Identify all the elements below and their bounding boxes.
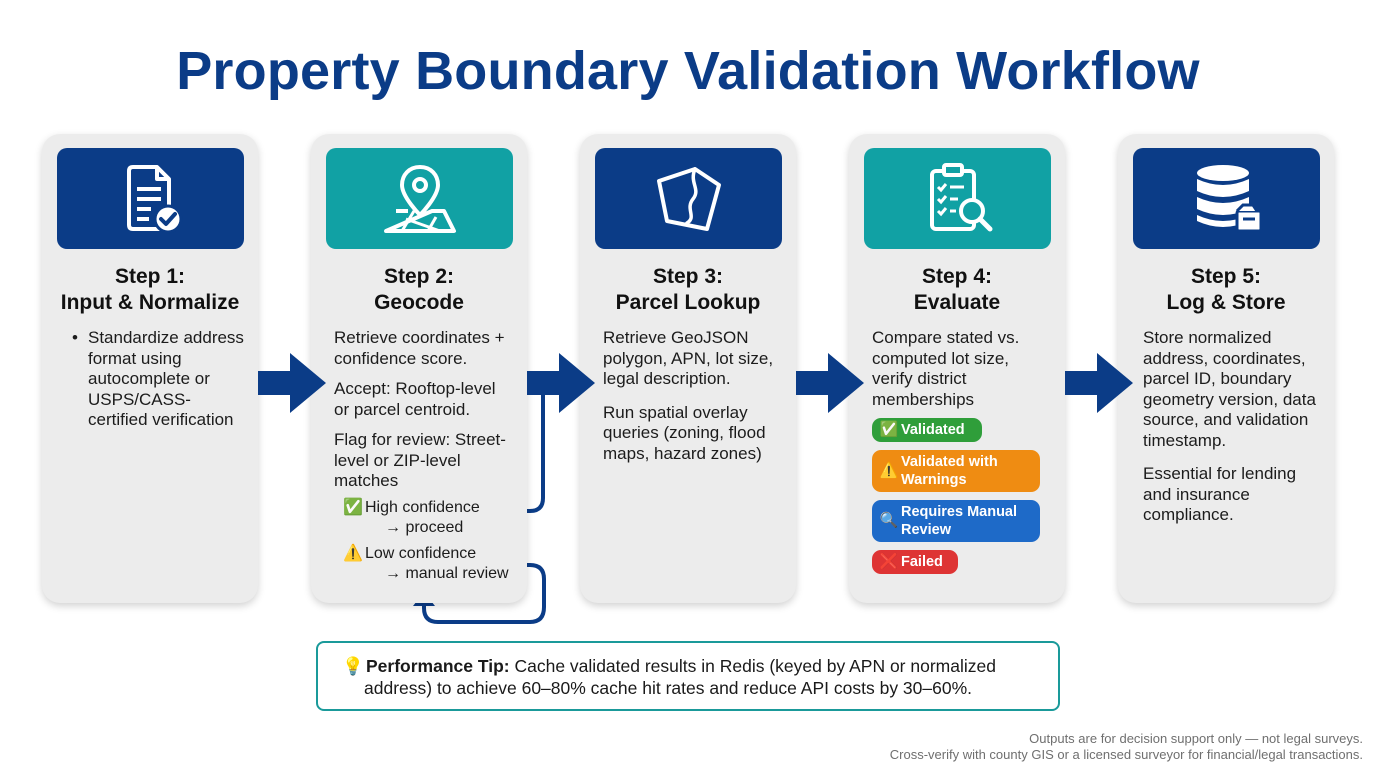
step-3-body xyxy=(603,328,783,474)
step-4-body xyxy=(872,328,1052,574)
high-confidence-flag: ✅ High confidence → proceed xyxy=(343,498,480,536)
step-3-paragraph: Run spatial overlay queries (zoning, flood maps, hazard zones) xyxy=(603,402,766,463)
disclaimer-line-1: Outputs are for decision support only — not legal surveys. xyxy=(1029,731,1363,746)
flow-arrow-1-2 xyxy=(258,351,328,415)
step-3-title: Step 3: Parcel Lookup xyxy=(615,265,761,314)
step-4-paragraph: Compare stated vs. computed lot size, verify district memberships xyxy=(872,328,1020,409)
clipboard-search-icon xyxy=(918,159,998,239)
step-2-title: Step 2: Geocode xyxy=(374,265,464,314)
cross-icon: ❌ xyxy=(879,553,899,570)
step-1-bullet: • Standardize address format using autocomplete or USPS/CASS-certified verification xyxy=(68,328,248,431)
tip-line-1: 💡 Performance Tip: Cache validated results in Redis (keyed by APN or normalized xyxy=(342,656,996,676)
tip-line-2: address) to achieve 60–80% cache hit rates and reduce API costs by 30–60%. xyxy=(364,678,973,698)
step-2-paragraph: Retrieve coordinates + confidence score. xyxy=(334,328,505,368)
check-icon: ✅ xyxy=(343,498,363,516)
step-5-card xyxy=(1118,134,1334,603)
performance-tip-box xyxy=(316,641,1060,711)
flow-arrow-4-5 xyxy=(1065,351,1135,415)
step-1-body xyxy=(68,328,248,441)
lightbulb-icon: 💡 xyxy=(342,656,364,676)
step-4-title: Step 4: Evaluate xyxy=(913,265,1001,314)
step-2-icon-box xyxy=(326,148,513,249)
step-3-icon-box xyxy=(595,148,782,249)
step-2-paragraph: Flag for review: Street-level or ZIP-level matches xyxy=(334,430,506,490)
step-2-paragraph: Accept: Rooftop-level or parcel centroid. xyxy=(334,379,496,419)
status-badge-validated: ✅ Validated xyxy=(872,418,982,442)
step-2-body xyxy=(334,328,514,584)
step-1-title: Step 1: Input & Normalize xyxy=(60,265,240,314)
check-icon: ✅ xyxy=(879,421,899,438)
step-5-body xyxy=(1143,328,1323,536)
step-4-card xyxy=(849,134,1065,603)
flow-arrow-2-3 xyxy=(527,351,597,415)
step-5-paragraph: Store normalized address, coordinates, parcel ID, boundary geometry version, data source, and validation timestamp. xyxy=(1143,328,1316,450)
flow-arrow-3-4 xyxy=(796,351,866,415)
document-check-icon xyxy=(111,159,191,239)
warning-icon: ⚠️ xyxy=(879,462,899,479)
step-5-icon-box xyxy=(1133,148,1320,249)
magnifier-icon: 🔍 xyxy=(879,512,899,529)
step-3-paragraph: Retrieve GeoJSON polygon, APN, lot size, legal description. xyxy=(603,328,774,388)
step-2-card xyxy=(311,134,527,603)
warning-icon: ⚠️ xyxy=(343,544,363,562)
map-pin-icon xyxy=(380,159,460,239)
low-confidence-flag: ⚠️ Low confidence → manual review xyxy=(343,544,509,582)
parcel-polygon-icon xyxy=(649,159,729,239)
step-5-paragraph: Essential for lending and insurance compliance. xyxy=(1143,464,1297,524)
status-badge-warnings: ⚠️ Validated with Warnings xyxy=(872,450,1040,492)
status-badge-failed: ❌ Failed xyxy=(872,550,958,574)
step-3-card xyxy=(580,134,796,603)
step-5-title: Step 5: Log & Store xyxy=(1166,265,1286,314)
disclaimer xyxy=(890,731,1363,763)
step-4-icon-box xyxy=(864,148,1051,249)
step-1-card xyxy=(42,134,258,603)
page-title: Property Boundary Validation Workflow xyxy=(176,41,1200,101)
status-badge-manual-review: 🔍 Requires Manual Review xyxy=(872,500,1040,542)
step-1-icon-box xyxy=(57,148,244,249)
database-icon xyxy=(1187,159,1267,239)
disclaimer-line-2: Cross-verify with county GIS or a licensed surveyor for financial/legal transactions. xyxy=(889,747,1363,762)
tip-label: Performance Tip: xyxy=(366,656,510,676)
